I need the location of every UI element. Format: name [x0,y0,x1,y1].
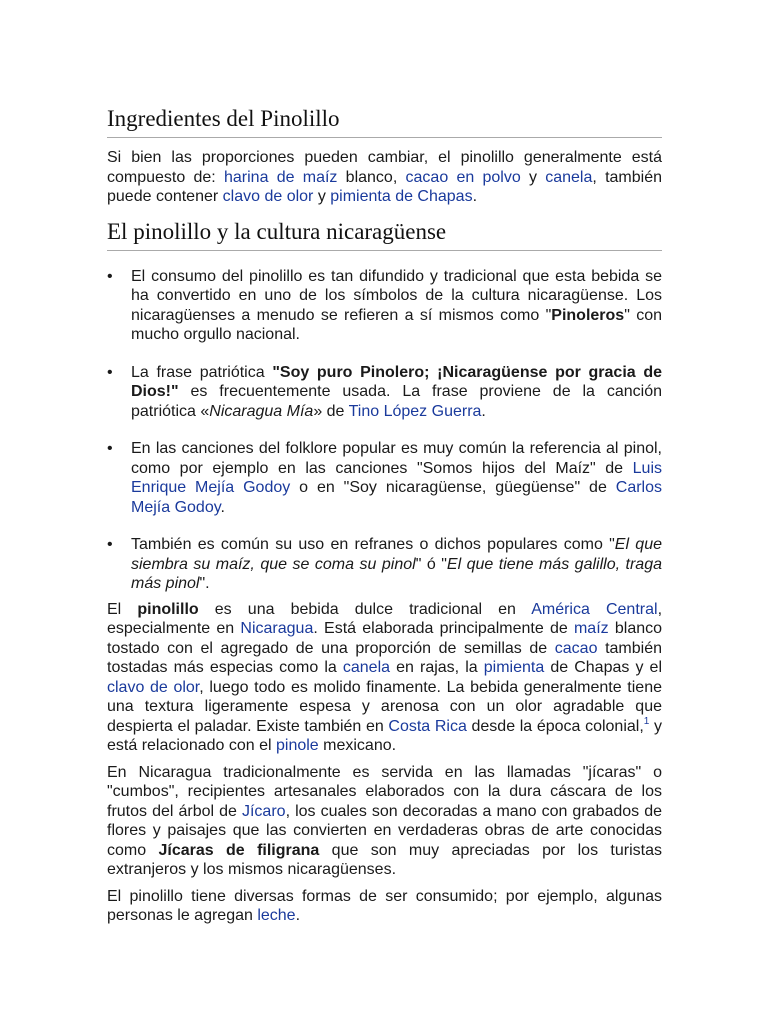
footnote-link[interactable]: 1 [643,715,650,727]
text: " con mucho orgullo nacional. [131,306,663,343]
text: , los cuales son decoradas a mano con grabados de flores y paisajes que las convierten en verdaderas obras de arte conocidas como [107,802,662,859]
bullet-icon: • [107,440,113,457]
list-item [107,535,662,594]
text: de Chapas y el [544,659,662,676]
text: . [220,498,225,516]
text: , especialmente en [107,600,663,637]
link-clavo-de-olor[interactable]: clavo de olor [107,678,200,696]
bullet-icon: • [107,536,113,553]
jicaras-paragraph [107,763,662,880]
text: , también puede contener [107,168,662,205]
bold-text: Pinoleros [551,306,625,324]
text: En las canciones del folklore popular es muy común la referencia al pinol, como por ejemplo en las canciones "Somos hijos del Maíz" de [131,440,662,477]
text: » de [313,402,349,420]
link-pimienta-de-chapas[interactable]: pimienta de Chapas [330,188,473,205]
link-cacao-en-polvo[interactable]: cacao en polvo [405,168,521,186]
list-item [107,363,662,422]
link-costa-rica[interactable]: Costa Rica [388,717,467,735]
pinolillo-paragraph [107,600,662,756]
bold-text: Jícaras de filigrana [158,841,320,859]
bold-text: pinolillo [137,600,199,618]
text: desde la época colonial, [466,717,644,735]
link-canela[interactable]: canela [545,168,593,186]
list-item [107,439,662,517]
text: es frecuentemente usada. La frase proviene de la canción patriótica « [131,383,662,420]
text: El consumo del pinolillo es tan difundido y tradicional que esta bebida se ha convertido en uno de los símbolos de la cultura nicaragüense. Los nicaragüenses a menudo se refieren a sí mismos como " [131,267,662,324]
link-america-central[interactable]: América Central [531,600,658,618]
link-cacao[interactable]: cacao [554,639,598,657]
text: . Está elaborada principalmente de [313,620,574,637]
link-carlos-mejia-godoy[interactable]: Carlos Mejía Godoy [131,479,662,516]
cultura-list [107,267,662,594]
text: blanco, [337,168,406,186]
bullet-icon: • [107,267,113,285]
link-harina-de-maiz[interactable]: harina de maíz [224,168,338,186]
link-maiz[interactable]: maíz [573,620,609,637]
heading-cultura: El pinolillo y la cultura nicaragüense [107,217,662,251]
link-canela[interactable]: canela [342,659,391,676]
consumo-paragraph [107,887,662,926]
text: El pinolillo tiene diversas formas de ser consumido; por ejemplo, algunas personas le agregan [107,887,662,924]
text: ". [199,575,210,592]
text: en rajas, la [390,659,484,676]
text: . [295,907,301,924]
text: El [107,600,138,618]
link-clavo-de-olor[interactable]: clavo de olor [222,188,314,205]
article-content [107,104,662,926]
text: También es común su uso en refranes o dichos populares como " [131,536,615,553]
text: La frase patriótica [131,363,273,381]
link-jicaro[interactable]: Jícaro [241,802,286,820]
ingredients-paragraph [107,148,662,207]
italic-text: El que siembra su maíz, que se coma su pinol [131,536,662,573]
text: o en "Soy nicaragüense, güegüense" de [290,479,616,496]
text: y [313,188,331,205]
bold-text: "Soy puro Pinolero; ¡Nicaragüense por gracia de Dios!" [131,363,663,400]
text: blanco tostado con el agregado de una proporción de semillas de [107,620,663,657]
link-pimienta[interactable]: pimienta [483,659,545,676]
text: también tostadas más especias como la [107,639,663,676]
text: que son muy apreciadas por los turistas extranjeros y los mismos nicaragüenses. [107,841,663,878]
link-nicaragua[interactable]: Nicaragua [240,620,314,637]
text: " ó " [415,555,447,573]
link-leche[interactable]: leche [257,907,296,924]
italic-text: El que tiene más galillo, traga más pinol [131,555,662,592]
text: . [472,188,478,205]
list-item [107,267,662,345]
link-luis-enrique-mejia-godoy[interactable]: Luis Enrique Mejía Godoy [131,459,662,496]
link-pinole[interactable]: pinole [276,737,319,754]
heading-ingredientes: Ingredientes del Pinolillo [107,104,662,138]
text: es una bebida dulce tradicional en [198,600,532,618]
text: y [520,168,546,186]
text: , luego todo es molido finamente. La bebida generalmente tiene una textura ligeramente espesa y arenosa con un olor agradable que despierta el paladar. Existe también en [107,678,662,735]
text: . [481,402,486,420]
text: y está relacionado con el [107,717,662,754]
text: mexicano. [318,737,397,754]
text: Si bien las proporciones pueden cambiar, el pinolillo generalmente está compuesto de: [107,149,662,186]
text: En Nicaragua tradicionalmente es servida en las llamadas "jícaras" o "cumbos", recipientes artesanales elaborados con la dura cáscara de los frutos del árbol de [107,763,662,820]
link-tino-lopez-guerra[interactable]: Tino López Guerra [348,402,482,420]
bullet-icon: • [107,363,113,381]
italic-text: Nicaragua Mía [209,402,314,420]
